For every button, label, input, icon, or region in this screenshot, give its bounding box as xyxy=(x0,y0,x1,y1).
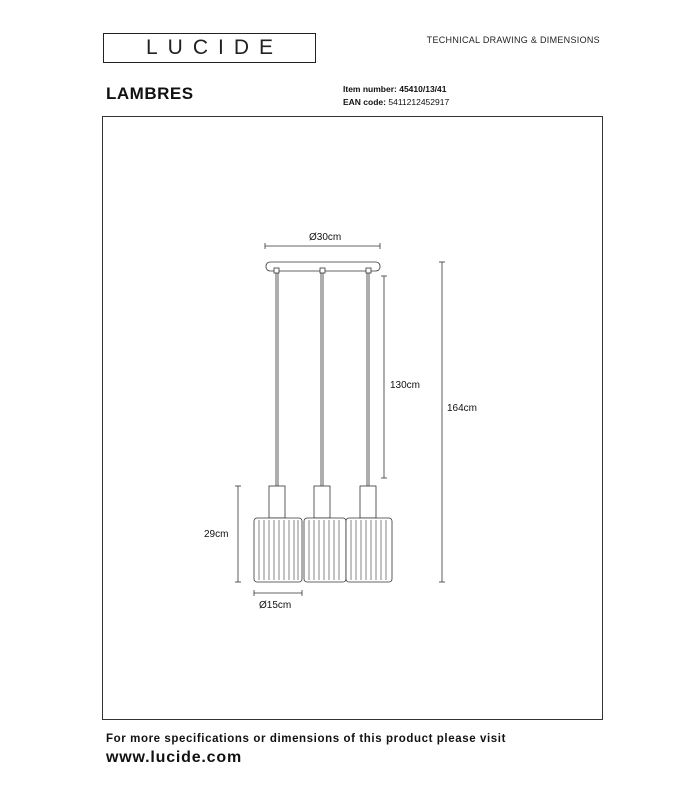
shade-center xyxy=(304,518,346,582)
canopy-diameter-label: Ø30cm xyxy=(309,232,342,243)
shade-height-label: 29cm xyxy=(204,529,229,540)
ean-label: EAN code: xyxy=(343,97,386,107)
lamp-holder-center xyxy=(314,486,330,518)
shade-diameter-label: Ø15cm xyxy=(259,600,292,611)
cable-length-label: 130cm xyxy=(390,380,421,391)
footer-note: For more specifications or dimensions of this product please visit xyxy=(106,733,507,745)
document-type: TECHNICAL DRAWING & DIMENSIONS xyxy=(426,35,600,45)
lamp-holder-right xyxy=(360,486,376,518)
item-number-value: 45410/13/41 xyxy=(399,84,447,94)
website-link[interactable]: www.lucide.com xyxy=(106,749,242,766)
total-height-label: 164cm xyxy=(447,403,478,414)
item-number-label: Item number: xyxy=(343,84,397,94)
product-name: LAMBRES xyxy=(106,84,194,103)
brand-logo-text: LUCIDE xyxy=(145,36,284,59)
shade-right xyxy=(346,518,392,582)
shade-left xyxy=(254,518,302,582)
lamp-holder-left xyxy=(269,486,285,518)
ean-value: 5411212452917 xyxy=(388,97,450,107)
